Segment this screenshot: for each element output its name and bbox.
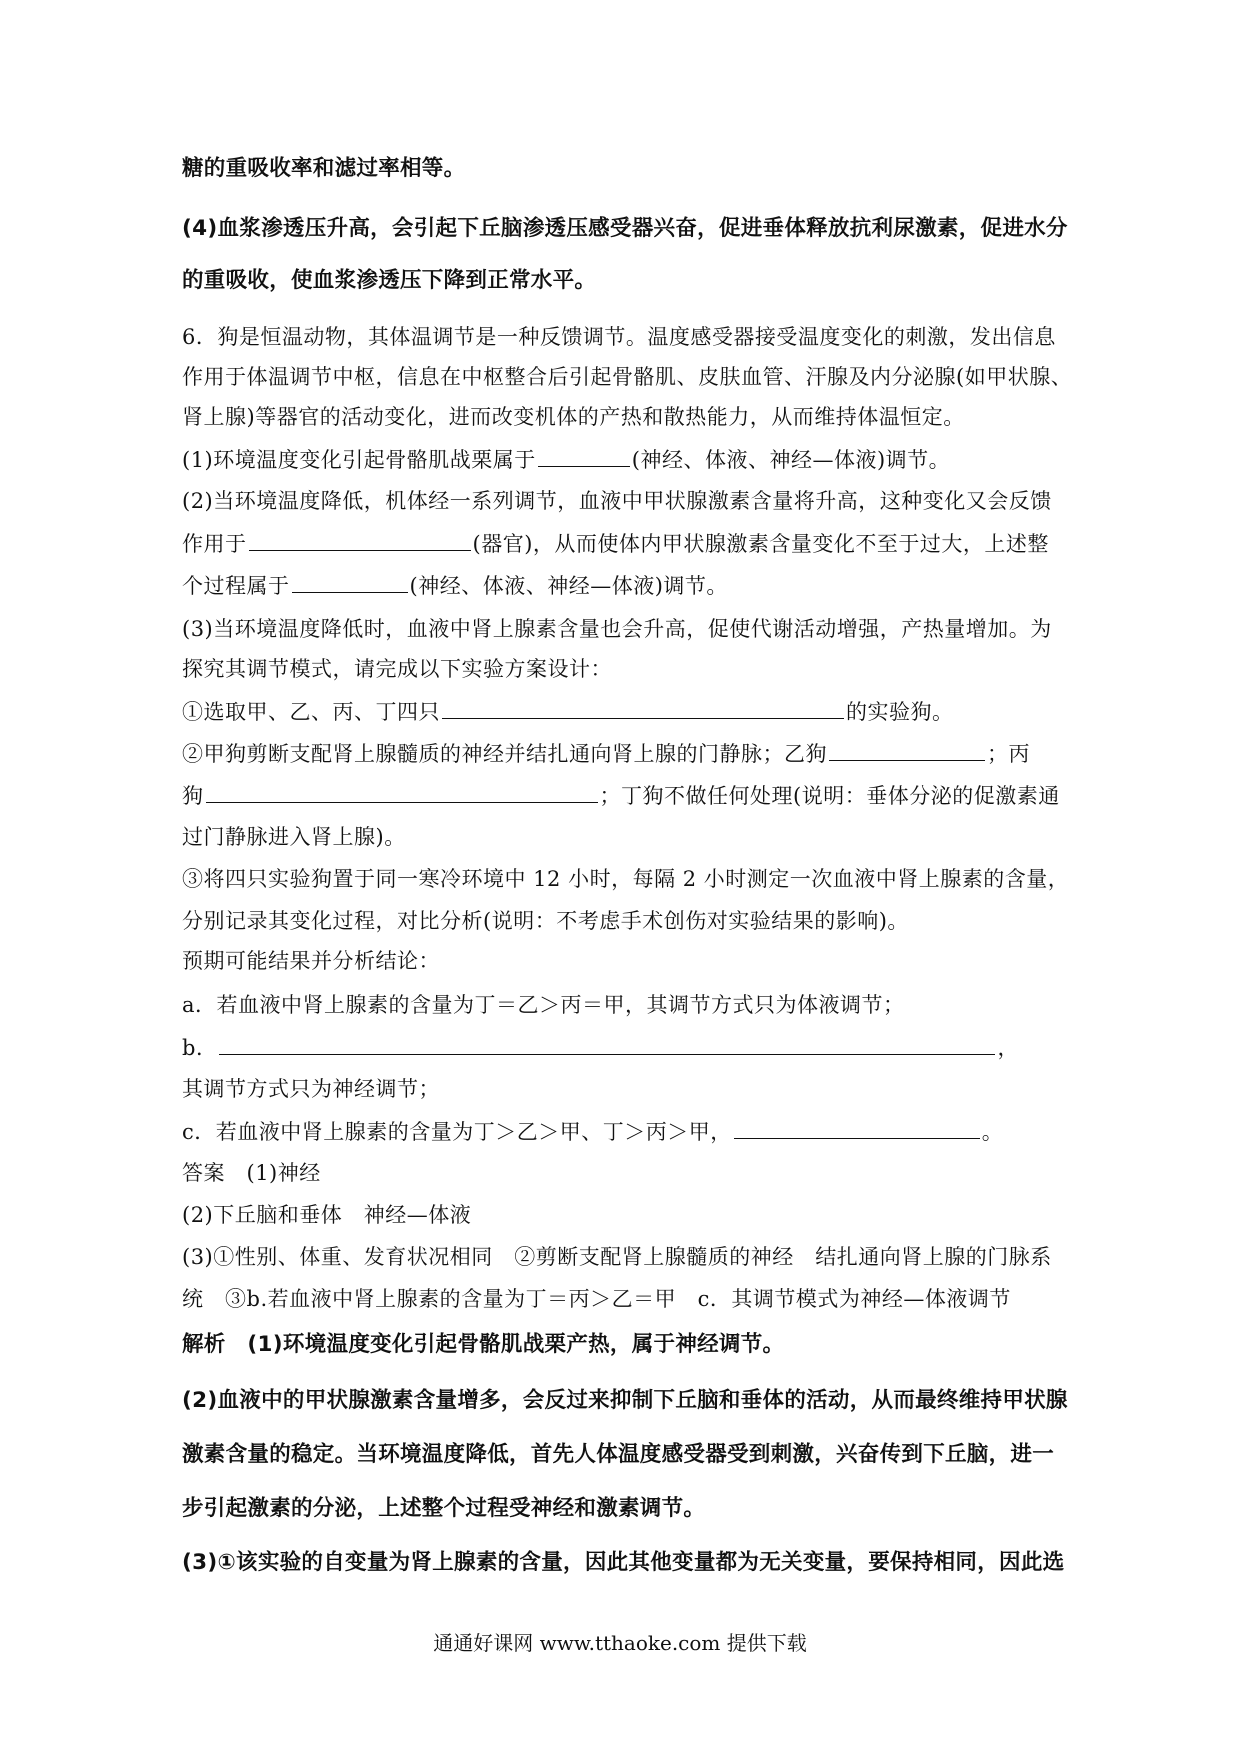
text-segment: ②甲狗剪断支配肾上腺髓质的神经并结扎通向肾上腺的门静脉；乙狗 [182, 742, 827, 766]
text-line: 其调节方式只为神经调节； [182, 1077, 440, 1101]
text-segment: (1)环境温度变化引起骨骼肌战栗属于 [182, 448, 536, 472]
question-part-3: (3)当环境温度降低时，血液中肾上腺素含量也会升高，促使代谢活动增强，产热量增加。为 [182, 617, 1052, 641]
question-part-1 [182, 444, 1062, 475]
text-line: (2)血液中的甲状腺激素含量增多，会反过来抑制下丘脑和垂体的活动，从而最终维持甲状腺 [182, 1388, 1068, 1413]
text-segment: ；丁狗不做任何处理(说明：垂体分泌的促激素通 [599, 784, 1060, 808]
step-1 [182, 696, 1062, 727]
question-part-2: (2)当环境温度降低，机体经一系列调节，血液中甲状腺激素含量将升高，这种变化又会反馈 [182, 489, 1052, 513]
step-2 [182, 738, 1062, 769]
text-segment: ， [997, 1036, 1019, 1060]
text-line: 步引起激素的分泌，上述整个过程受神经和激素调节。 [182, 1496, 706, 1521]
answer-line: 统 ③b.若血液中肾上腺素的含量为丁＝丙＞乙＝甲 c．其调节模式为神经—体液调节 [182, 1287, 1011, 1311]
text-segment: 作用于 [182, 532, 247, 556]
text-line: 糖的重吸收率和滤过率相等。 [182, 156, 466, 181]
text-line: 预期可能结果并分析结论： [182, 949, 440, 973]
page-footer: 通通好课网 www.tthaoke.com 提供下载 [433, 1631, 807, 1655]
answer-line: (2)下丘脑和垂体 神经—体液 [182, 1203, 472, 1227]
text-line: 肾上腺)等器官的活动变化，进而改变机体的产热和散热能力，从而维持体温恒定。 [182, 405, 965, 429]
text-segment: (神经、体液、神经—体液)调节。 [631, 448, 951, 472]
answer-blank[interactable] [219, 1032, 995, 1055]
text-line: 的重吸收，使血浆渗透压下降到正常水平。 [182, 268, 597, 293]
result-a: a．若血液中肾上腺素的含量为丁＝乙＞丙＝甲，其调节方式只为体液调节； [182, 993, 905, 1017]
text-line: (3)①该实验的自变量为肾上腺素的含量，因此其他变量都为无关变量，要保持相同，因此选 [182, 1550, 1065, 1575]
answer-heading: 答案 (1)神经 [182, 1161, 321, 1185]
text-line: 分别记录其变化过程，对比分析(说明：不考虑手术创伤对实验结果的影响)。 [182, 909, 909, 933]
result-c [182, 1116, 1062, 1147]
answer-blank[interactable] [734, 1116, 980, 1139]
text-line [182, 528, 1062, 559]
text-line: 作用于体温调节中枢，信息在中枢整合后引起骨骼肌、皮肤血管、汗腺及内分泌腺(如甲状腺、 [182, 365, 1073, 389]
answer-blank[interactable] [292, 570, 408, 593]
answer-blank[interactable] [442, 696, 844, 719]
text-segment: 狗 [182, 784, 204, 808]
text-segment: b． [182, 1036, 218, 1060]
analysis-heading: 解析 (1)环境温度变化引起骨骼肌战栗产热，属于神经调节。 [182, 1332, 785, 1357]
text-segment: ①选取甲、乙、丙、丁四只 [182, 700, 440, 724]
text-segment: (神经、体液、神经—体液)调节。 [409, 574, 728, 598]
answer-blank[interactable] [206, 780, 598, 803]
text-segment: c．若血液中肾上腺素的含量为丁＞乙＞甲、丁＞丙＞甲， [182, 1120, 732, 1144]
text-line: 探究其调节模式，请完成以下实验方案设计： [182, 657, 612, 681]
text-line: (4)血浆渗透压升高，会引起下丘脑渗透压感受器兴奋，促进垂体释放抗利尿激素，促进水分 [182, 216, 1068, 241]
step-3: ③将四只实验狗置于同一寒冷环境中 12 小时，每隔 2 小时测定一次血液中肾上腺素的含量， [182, 867, 1070, 891]
text-segment: 的实验狗。 [846, 700, 954, 724]
answer-blank[interactable] [829, 738, 985, 761]
question-6-stem: 6．狗是恒温动物，其体温调节是一种反馈调节。温度感受器接受温度变化的刺激，发出信息 [182, 325, 1056, 349]
answer-blank[interactable] [538, 444, 630, 467]
text-line: 激素含量的稳定。当环境温度降低，首先人体温度感受器受到刺激，兴奋传到下丘脑，进一 [182, 1442, 1055, 1467]
text-segment: (器官)，从而使体内甲状腺激素含量变化不至于过大，上述整 [472, 532, 1049, 556]
answer-blank[interactable] [249, 528, 471, 551]
text-line: 过门静脉进入肾上腺)。 [182, 825, 406, 849]
text-segment: 个过程属于 [182, 574, 290, 598]
text-line [182, 570, 1062, 601]
text-segment: 。 [981, 1120, 1004, 1144]
result-b [182, 1032, 1062, 1063]
text-segment: ；丙 [987, 742, 1030, 766]
answer-line: (3)①性别、体重、发育状况相同 ②剪断支配肾上腺髓质的神经 结扎通向肾上腺的门脉系 [182, 1245, 1052, 1269]
text-line [182, 780, 1062, 811]
